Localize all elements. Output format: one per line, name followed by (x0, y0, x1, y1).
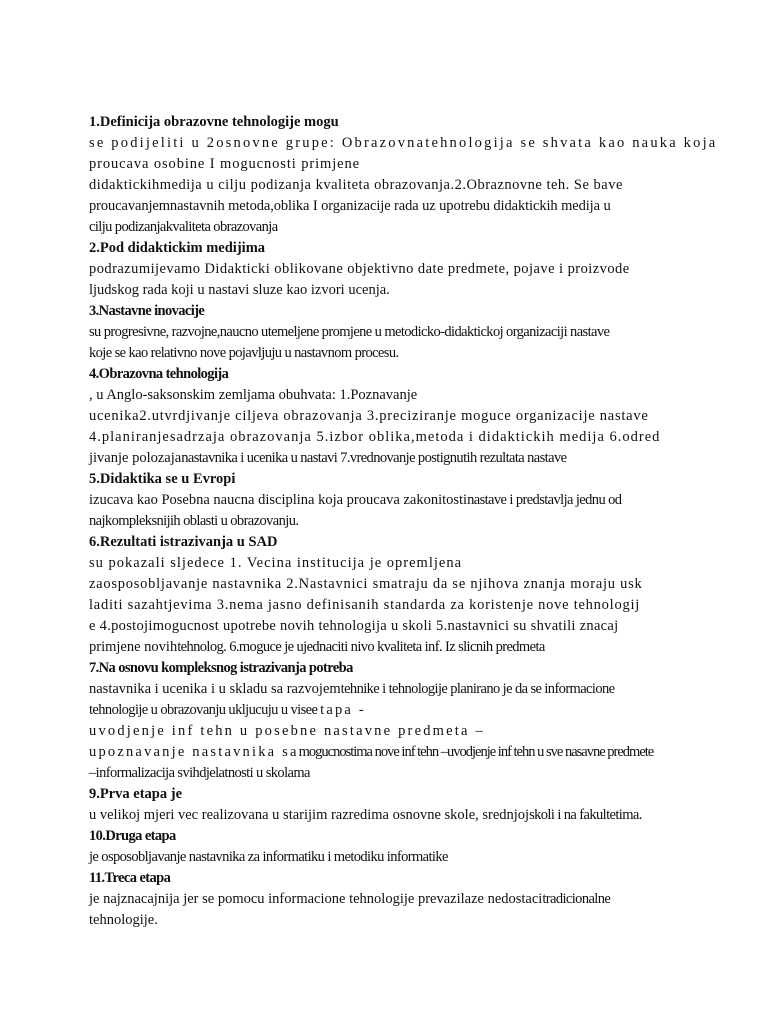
text-line (89, 679, 689, 700)
section-heading-10: 10.Druga etapa (89, 828, 176, 844)
text-line: proucavanjemnastavnih metoda,oblika I organizacije rada uz upotrebu didaktickih medija u (89, 198, 611, 214)
text-segment: tehnike i tehnologije planirano je da se informacione (340, 681, 615, 697)
section-heading-6: 6.Rezultati istrazivanja u SAD (89, 534, 278, 550)
text-line (89, 763, 689, 784)
text-line: 4.planiranjesadrzaja obrazovanja 5.izbor oblika,metoda i didaktickih medija 6.odred (89, 429, 661, 445)
section-heading-4: 4.Obrazovna tehnologija (89, 366, 229, 382)
text-line: , u Anglo-saksonskim zemljama obuhvata: 1.Poznavanje (89, 387, 418, 403)
text-segment: skoli i na fakultetima. (529, 807, 642, 823)
text-line (89, 700, 689, 721)
text-line (89, 805, 689, 826)
text-segment: mogucnostima nove inf tehn –uvodjenje inf tehn u sve nasavne predmete (298, 744, 654, 760)
text-segment: u velikoj mjeri vec realizovana u starijim razredima osnovne skole, srednjoj (89, 807, 530, 823)
text-line: uvodjenje inf tehn u posebne nastavne predmeta – (89, 723, 485, 739)
text-segment: upoznavanje nastavnika sa (89, 744, 299, 760)
text-line (89, 742, 689, 763)
text-line: je osposobljavanje nastavnika za informatiku i metodiku informatike (89, 849, 448, 865)
section-heading-9: 9.Prva etapa je (89, 786, 183, 802)
text-line: proucava osobine I mogucnosti primjene (89, 156, 360, 172)
section-heading-11: 11.Treca etapa (89, 870, 171, 886)
text-line: zaosposobljavanje nastavnika 2.Nastavnici smatraju da se njihova znanja moraju usk (89, 576, 643, 592)
text-segment: tradicionalne (542, 891, 611, 907)
text-line: podrazumijevamo Didakticki oblikovane objektivno date predmete, pojave i proizvode (89, 261, 630, 277)
text-line: koje se kao relativno nove pojavljuju u nastavnom procesu. (89, 345, 399, 361)
text-line: su progresivne, razvojne,naucno utemeljene promjene u metodicko-didaktickoj organizaciji nastave (89, 324, 610, 340)
text-segment: je najznacajnija jer se pomocu informacione tehnologije prevazilaze nedostaci (89, 891, 543, 907)
section-heading-3: 3.Nastavne inovacije (89, 303, 205, 319)
text-line (89, 637, 689, 658)
text-line (89, 889, 689, 910)
text-line: se podijeliti u 2osnovne grupe: Obrazovnatehnologija se shvata kao nauka koja (89, 135, 718, 151)
text-segment: etapa - (311, 702, 366, 718)
text-line: najkompleksnijih oblasti u obrazovanju. (89, 513, 299, 529)
text-segment: nastave i predstavlja jednu od (467, 492, 622, 508)
text-segment: djelatnosti u skolama (199, 765, 310, 781)
text-line: ucenika2.utvrdjivanje ciljeva obrazovanja 3.preciziranje moguce organizacije nastave (89, 408, 649, 424)
text-segment: izucava kao Posebna naucna disciplina koja proucava zakonitosti (89, 492, 468, 508)
text-line: didaktickihmedija u cilju podizanja kvaliteta obrazovanja.2.Obraznovne teh. Se bave (89, 177, 623, 193)
text-segment: primjene novih (89, 639, 178, 655)
document-page (89, 112, 718, 931)
text-line: tehnologije. (89, 912, 158, 928)
section-heading-2: 2.Pod didaktickim medijima (89, 240, 266, 256)
text-line: su pokazali sljedece 1. Vecina institucija je opremljena (89, 555, 463, 571)
text-line: cilju podizanjakvaliteta obrazovanja (89, 219, 278, 235)
text-segment: tehnologije u obrazovanju ukljucuju u vise (89, 702, 312, 718)
section-heading-7: 7.Na osnovu kompleksnog istrazivanja potreba (89, 660, 353, 676)
section-heading-5: 5.Didaktika se u Evropi (89, 471, 236, 487)
text-segment: –informalizacija svih (89, 765, 200, 781)
text-line (89, 490, 689, 511)
text-line: laditi sazahtjevima 3.nema jasno definisanih standarda za koristenje nove tehnologij (89, 597, 641, 613)
text-line (89, 448, 689, 469)
text-line: ljudskog rada koji u nastavi sluze kao izvori ucenja. (89, 282, 390, 298)
text-segment: tehnolog. 6.moguce je ujednaciti nivo kvaliteta inf. Iz slicnih predmeta (177, 639, 545, 655)
text-segment: jivanje polozaja (89, 450, 182, 466)
text-line: e 4.postojimogucnost upotrebe novih tehnologija u skoli 5.nastavnici su shvatili znacaj (89, 618, 619, 634)
section-heading-1: 1.Definicija obrazovne tehnologije mogu (89, 114, 339, 130)
text-segment: nastavnika i ucenika i u skladu sa razvojem (89, 681, 341, 697)
text-segment: nastavnika i ucenika u nastavi 7.vrednovanje postignutih rezultata nastave (181, 450, 567, 466)
